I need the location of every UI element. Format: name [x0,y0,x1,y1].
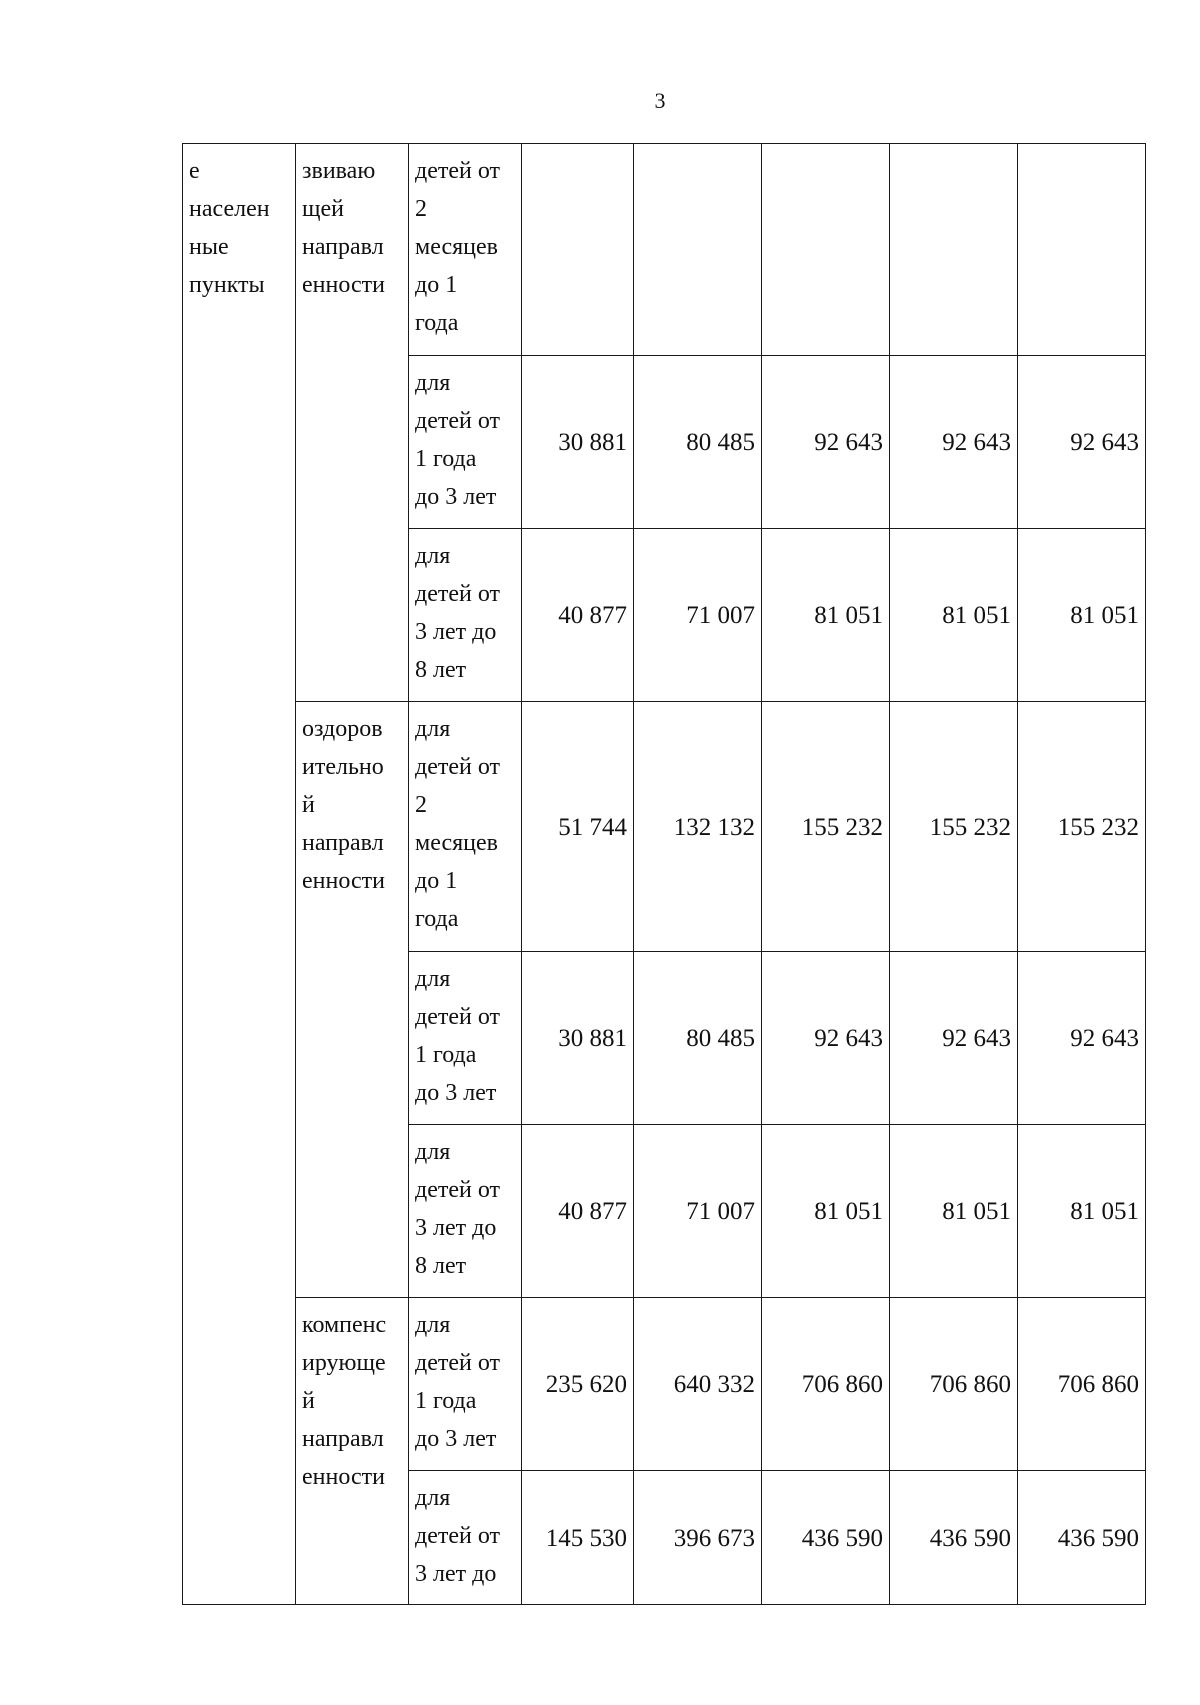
value-cell: 92 643 [1018,952,1146,1125]
value-cell: 71 007 [634,1125,762,1298]
value-cell: 436 590 [890,1471,1018,1605]
age-cell: для детей от 1 года до 3 лет [409,1298,522,1471]
value-cell: 40 877 [522,529,634,702]
age-cell: для детей от 1 года до 3 лет [409,356,522,529]
table-row [183,1298,1146,1471]
value-cell: 396 673 [634,1471,762,1605]
value-cell: 436 590 [762,1471,890,1605]
age-cell: для детей от 2 месяцев до 1 года [409,702,522,952]
tariff-table [182,143,1146,1605]
value-cell: 92 643 [1018,356,1146,529]
value-cell: 30 881 [522,356,634,529]
value-cell: 81 051 [890,1125,1018,1298]
value-cell: 92 643 [762,356,890,529]
value-cell: 706 860 [762,1298,890,1471]
value-cell: 92 643 [890,356,1018,529]
value-cell [762,144,890,356]
value-cell: 81 051 [762,529,890,702]
value-cell: 132 132 [634,702,762,952]
settlement-type-cell: е населен ные пункты [183,144,296,1605]
age-cell: для детей от 3 лет до [409,1471,522,1605]
value-cell [1018,144,1146,356]
value-cell: 706 860 [890,1298,1018,1471]
age-cell: для детей от 1 года до 3 лет [409,952,522,1125]
age-cell: детей от 2 месяцев до 1 года [409,144,522,356]
value-cell: 640 332 [634,1298,762,1471]
value-cell: 706 860 [1018,1298,1146,1471]
value-cell [522,144,634,356]
value-cell: 92 643 [890,952,1018,1125]
value-cell: 80 485 [634,356,762,529]
value-cell: 155 232 [890,702,1018,952]
value-cell: 30 881 [522,952,634,1125]
value-cell: 92 643 [762,952,890,1125]
age-cell: для детей от 3 лет до 8 лет [409,529,522,702]
value-cell: 40 877 [522,1125,634,1298]
value-cell: 51 744 [522,702,634,952]
table-row [183,702,1146,952]
value-cell: 80 485 [634,952,762,1125]
table-row [183,144,1146,356]
value-cell: 155 232 [762,702,890,952]
value-cell: 71 007 [634,529,762,702]
value-cell [634,144,762,356]
value-cell: 436 590 [1018,1471,1146,1605]
group-type-cell: оздоров ительно й направл енности [296,702,409,1298]
value-cell: 145 530 [522,1471,634,1605]
value-cell: 235 620 [522,1298,634,1471]
value-cell [890,144,1018,356]
value-cell: 81 051 [762,1125,890,1298]
value-cell: 81 051 [890,529,1018,702]
age-cell: для детей от 3 лет до 8 лет [409,1125,522,1298]
group-type-cell: звиваю щей направл енности [296,144,409,702]
value-cell: 81 051 [1018,529,1146,702]
group-type-cell: компенс ирующе й направл енности [296,1298,409,1605]
value-cell: 81 051 [1018,1125,1146,1298]
value-cell: 155 232 [1018,702,1146,952]
page-number: 3 [654,88,666,113]
